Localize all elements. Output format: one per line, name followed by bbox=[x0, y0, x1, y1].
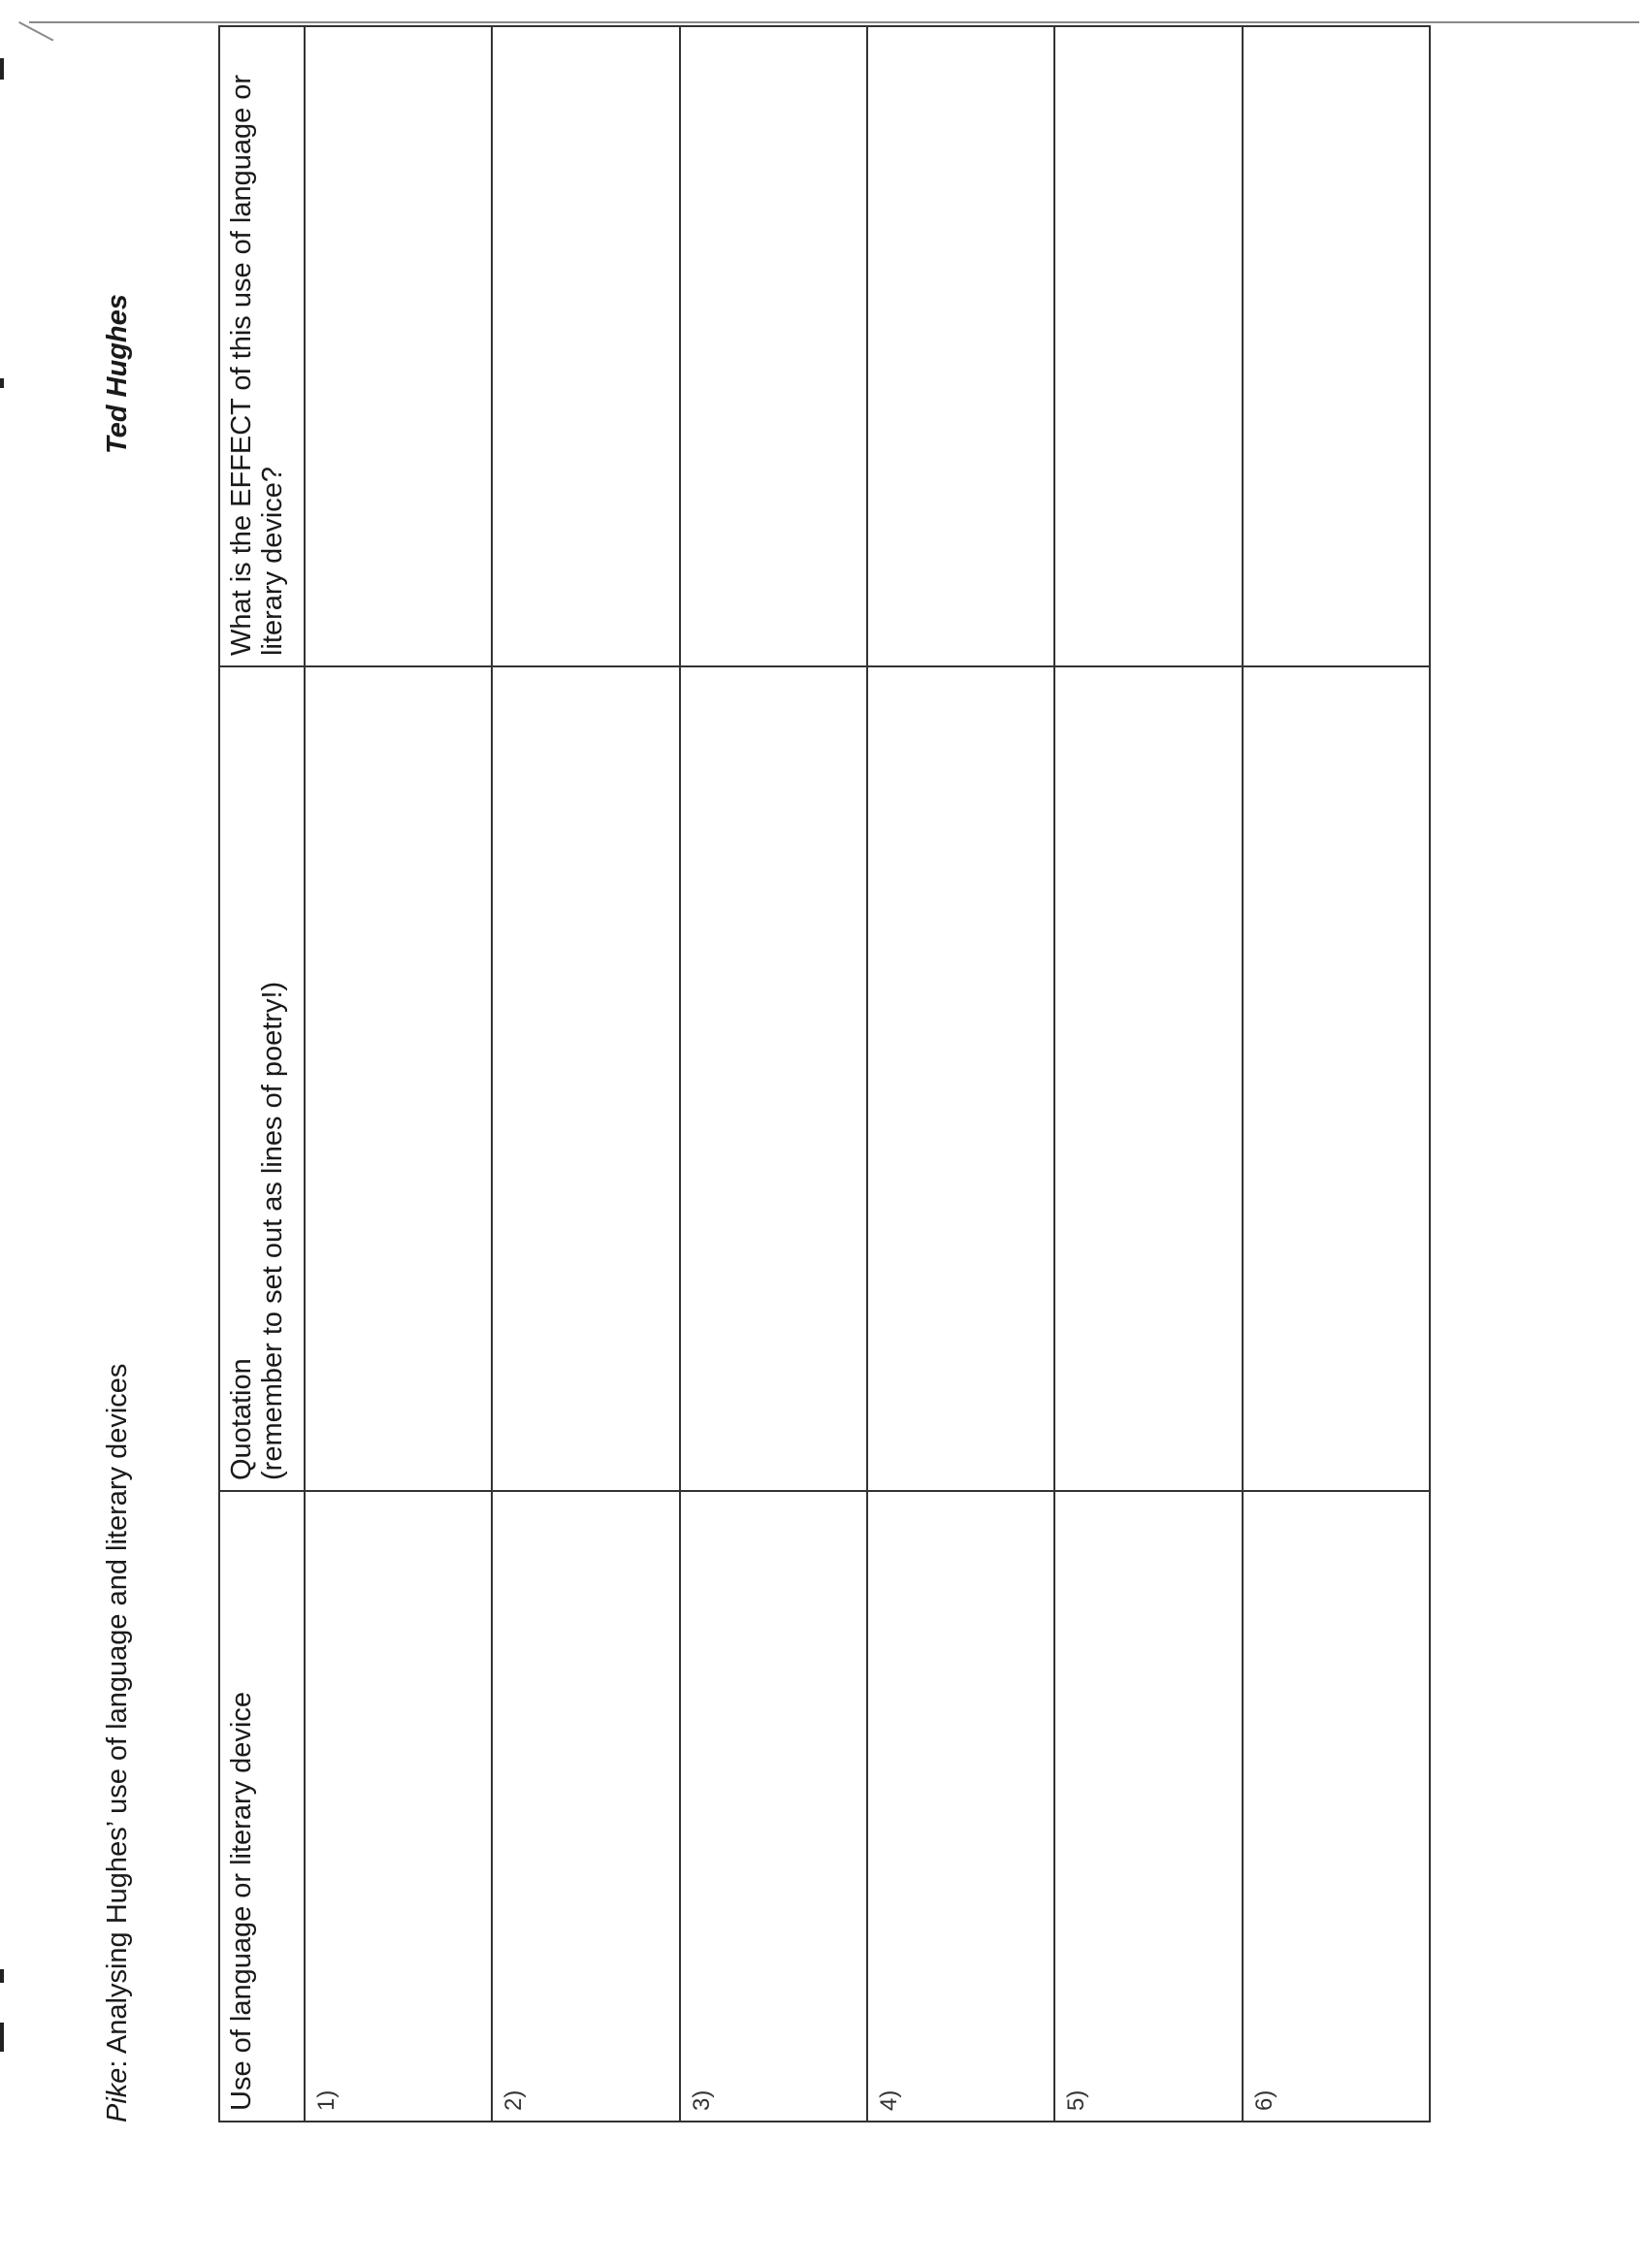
effect-cell[interactable] bbox=[1243, 26, 1430, 666]
header-quotation-title: Quotation bbox=[226, 1358, 257, 1480]
quotation-cell[interactable] bbox=[680, 666, 867, 1491]
quotation-cell[interactable] bbox=[305, 666, 492, 1491]
table-row bbox=[867, 26, 1054, 2122]
row-number: 2) bbox=[492, 1491, 679, 2122]
author-name: Ted Hughes bbox=[102, 294, 133, 454]
row-number: 5) bbox=[1054, 1491, 1242, 2122]
table-row bbox=[1243, 26, 1430, 2122]
table-header-row bbox=[219, 26, 305, 2122]
row-number: 1) bbox=[305, 1491, 492, 2122]
header-effect: What is the EFFECT of this use of language or literary device? bbox=[219, 26, 305, 666]
poem-name: Pike bbox=[102, 2067, 133, 2122]
title-text: : Analysing Hughes’ use of language and literary devices bbox=[102, 1363, 133, 2068]
row-number: 6) bbox=[1243, 1491, 1430, 2122]
effect-cell[interactable] bbox=[680, 26, 867, 666]
table-row bbox=[680, 26, 867, 2122]
analysis-table bbox=[218, 25, 1431, 2122]
header-quotation-note: (remember to set out as lines of poetry!) bbox=[257, 981, 288, 1480]
quotation-cell[interactable] bbox=[492, 666, 679, 1491]
quotation-cell[interactable] bbox=[1054, 666, 1242, 1491]
header-quotation bbox=[219, 666, 305, 1491]
quotation-cell[interactable] bbox=[1243, 666, 1430, 1491]
effect-cell[interactable] bbox=[867, 26, 1054, 666]
header-device: Use of language or literary device bbox=[219, 1491, 305, 2122]
effect-cell[interactable] bbox=[305, 26, 492, 666]
table-row bbox=[1054, 26, 1242, 2122]
row-number: 3) bbox=[680, 1491, 867, 2122]
table-row bbox=[305, 26, 492, 2122]
effect-cell[interactable] bbox=[492, 26, 679, 666]
effect-cell[interactable] bbox=[1054, 26, 1242, 666]
table-row bbox=[492, 26, 679, 2122]
row-number: 4) bbox=[867, 1491, 1054, 2122]
worksheet-title bbox=[102, 1364, 134, 2122]
quotation-cell[interactable] bbox=[867, 666, 1054, 1491]
